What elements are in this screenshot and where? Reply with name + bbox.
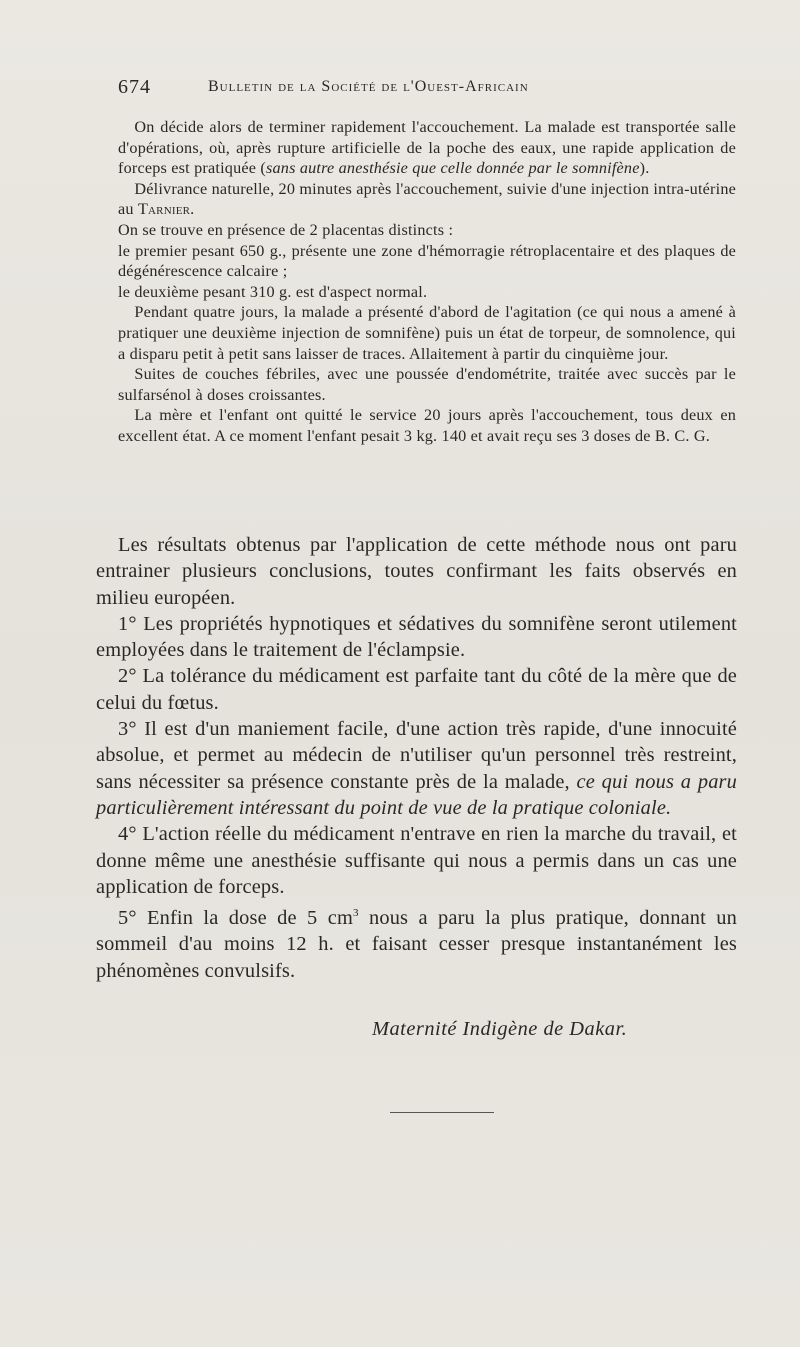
paragraph: Suites de couches fébriles, avec une poussée d'endométrite, traitée avec succès par le sulfarsénol à doses croissantes. <box>118 365 736 404</box>
conclusion-item: 5° Enfin la dose de 5 $cm^3$ nous a paru la plus pratique, donnant un sommeil d'au moins 12 h. et faisant cesser presque instantanément les phénomènes convulsifs. <box>96 906 737 982</box>
paragraph: Pendant quatre jours, la malade a présenté d'abord de l'agitation (ce qui nous a amené à pratiquer une deuxième injection de somnifène) puis un état de torpeur, de somnolence, qui a disparu petit à petit sans laisser de traces. Allaitement à partir du cinquième jour. <box>118 303 736 363</box>
paragraph: Délivrance naturelle, 20 minutes après l'accouchement, suivie d'une injection intra-utérine au Tarnier. <box>118 179 737 219</box>
paragraph: On décide alors de terminer rapidement l'accouchement. La malade est transportée salle d'opérations, où, après rupture artificielle de la poche des eaux, une rapide application de forceps est pratiquée (sans autre anesthésie que celle donnée par le somnifène). <box>118 118 736 178</box>
page-header <box>118 76 728 98</box>
conclusion-item: 4° L'action réelle du médicament n'entrave en rien la marche du travail, et donne même une anesthésie suffisante qui nous a permis dans un cas une application de forceps. <box>96 823 737 898</box>
case-report <box>118 117 736 447</box>
conclusions-intro: Les résultats obtenus par l'application de cette méthode nous ont paru entrainer plusieurs conclusions, toutes confirmant les faits observés en milieu européen. <box>96 534 737 609</box>
paragraph: le premier pesant 650 g., présente une zone d'hémorragie rétroplacentaire et des plaques de dégénérescence calcaire ; <box>118 241 736 281</box>
page-number: 674 <box>118 76 151 98</box>
end-rule <box>390 1112 494 1113</box>
conclusion-item: 2° La tolérance du médicament est parfaite tant du côté de la mère que de celui du fœtus. <box>96 665 737 714</box>
conclusion-item: 1° Les propriétés hypnotiques et sédatives du somnifène seront utilement employées dans le traitement de l'éclampsie. <box>96 612 737 662</box>
paragraph: le deuxième pesant 310 g. est d'aspect normal. <box>118 282 428 301</box>
paragraph: On se trouve en présence de 2 placentas distincts : <box>118 220 454 239</box>
conclusion-item: 3° Il est d'un maniement facile, d'une action très rapide, d'une innocuité absolue, et permet au médecin de n'utiliser qu'un personnel très restreint, sans nécessiter sa présence constante près de la malade, ce qui nous a paru particulièrement intéressant du point de vue de la pratique coloniale. <box>96 718 737 819</box>
conclusions <box>96 532 737 984</box>
running-head: Bulletin de la Société de l'Ouest-Africain <box>208 78 529 95</box>
paragraph: La mère et l'enfant ont quitté le service 20 jours après l'accouchement, tous deux en excellent état. A ce moment l'enfant pesait 3 kg. 140 et avait reçu ses 3 doses de B. C. G. <box>118 406 736 445</box>
signature: Maternité Indigène de Dakar. <box>372 1018 628 1040</box>
